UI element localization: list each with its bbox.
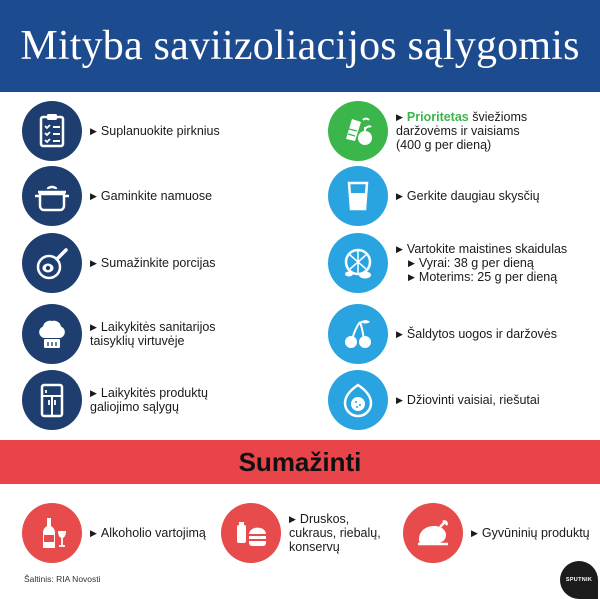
dried-fruit-icon [328,370,388,430]
reduce-animal-products: ▶ Gyvūninių produktų [403,503,590,563]
tip-text: Sumažinkite porcijas [100,256,216,270]
tip-text: šviežioms [468,110,528,124]
reduce-text-line2: cukraus, riebalų, [289,526,381,540]
tip-text-line3: (400 g per dieną) [396,138,492,152]
source-caption: Šaltinis: RIA Novosti [24,574,101,584]
tip-dietary-fiber: ▶ Vartokite maistines skaidulas ▶ Vyrai: 38 g per dieną ▶ Moterims: 25 g per dieną [328,233,567,293]
tip-kitchen-hygiene: ▶ Laikykitės sanitarijos taisyklių virtuvėje [22,304,216,364]
frying-pan-icon [22,233,82,293]
tip-dried-fruit-nuts: ▶ Džiovinti vaisiai, riešutai [328,370,540,430]
tip-expiry-conditions: ▶ Laikykitės produktų galiojimo sąlygų [22,370,208,430]
reduce-text-line3: konservų [289,540,340,554]
cooking-pot-icon [22,166,82,226]
reduce-salt-sugar-fat: ▶ Druskos, cukraus, riebalų, konservų [221,503,381,563]
tip-text: Laikykitės produktų [100,386,208,400]
fiber-women: Moterims: 25 g per dieną [418,270,558,284]
tip-fresh-vegetables: ▶ Prioritetas šviežioms daržovėms ir vaisiams (400 g per dieną) [328,101,527,161]
chef-hat-icon [22,304,82,364]
tip-text: Gerkite daugiau skysčių [406,189,540,203]
fiber-men: Vyrai: 38 g per dieną [418,256,534,270]
tip-cook-home: ▶ Gaminkite namuose [22,166,212,226]
sputnik-logo [560,561,598,599]
logo-text: SPUTNIK [565,577,593,583]
tip-text: Šaldytos uogos ir daržovės [406,327,558,341]
glass-icon [328,166,388,226]
tip-text: Suplanuokite pirknius [100,124,220,138]
reduce-text: Alkoholio vartojimą [100,526,206,540]
page-title: Mityba saviizoliacijos sąlygomis [20,23,580,69]
tip-text-line2: galiojimo sąlygų [90,400,179,414]
vegetables-fruit-icon [328,101,388,161]
tip-plan-shopping: ▶ Suplanuokite pirknius [22,101,220,161]
wine-bottle-icon [22,503,82,563]
reduce-title: Sumažinti [238,446,362,477]
cherries-icon [328,304,388,364]
reduce-text: Gyvūninių produktų [481,526,590,540]
tip-text-line2: daržovėms ir vaisiams [396,124,520,138]
tip-frozen-berries: ▶ Šaldytos uogos ir daržovės [328,304,557,364]
refrigerator-icon [22,370,82,430]
fast-food-icon [221,503,281,563]
reduce-alcohol: ▶ Alkoholio vartojimą [22,503,206,563]
tip-text: Laikykitės sanitarijos [100,320,216,334]
priority-highlight: Prioritetas [406,110,469,124]
tip-text: Džiovinti vaisiai, riešutai [406,393,540,407]
checklist-icon [22,101,82,161]
roast-chicken-icon [403,503,463,563]
tip-reduce-portions: ▶ Sumažinkite porcijas [22,233,216,293]
reduce-text: Druskos, [299,512,350,526]
grains-icon [328,233,388,293]
tip-text: Vartokite maistines skaidulas [406,242,568,256]
header-banner [0,0,600,92]
reduce-banner [0,440,600,484]
tip-text: Gaminkite namuose [100,189,213,203]
tip-text-line2: taisyklių virtuvėje [90,334,185,348]
tip-drink-more: ▶ Gerkite daugiau skysčių [328,166,540,226]
